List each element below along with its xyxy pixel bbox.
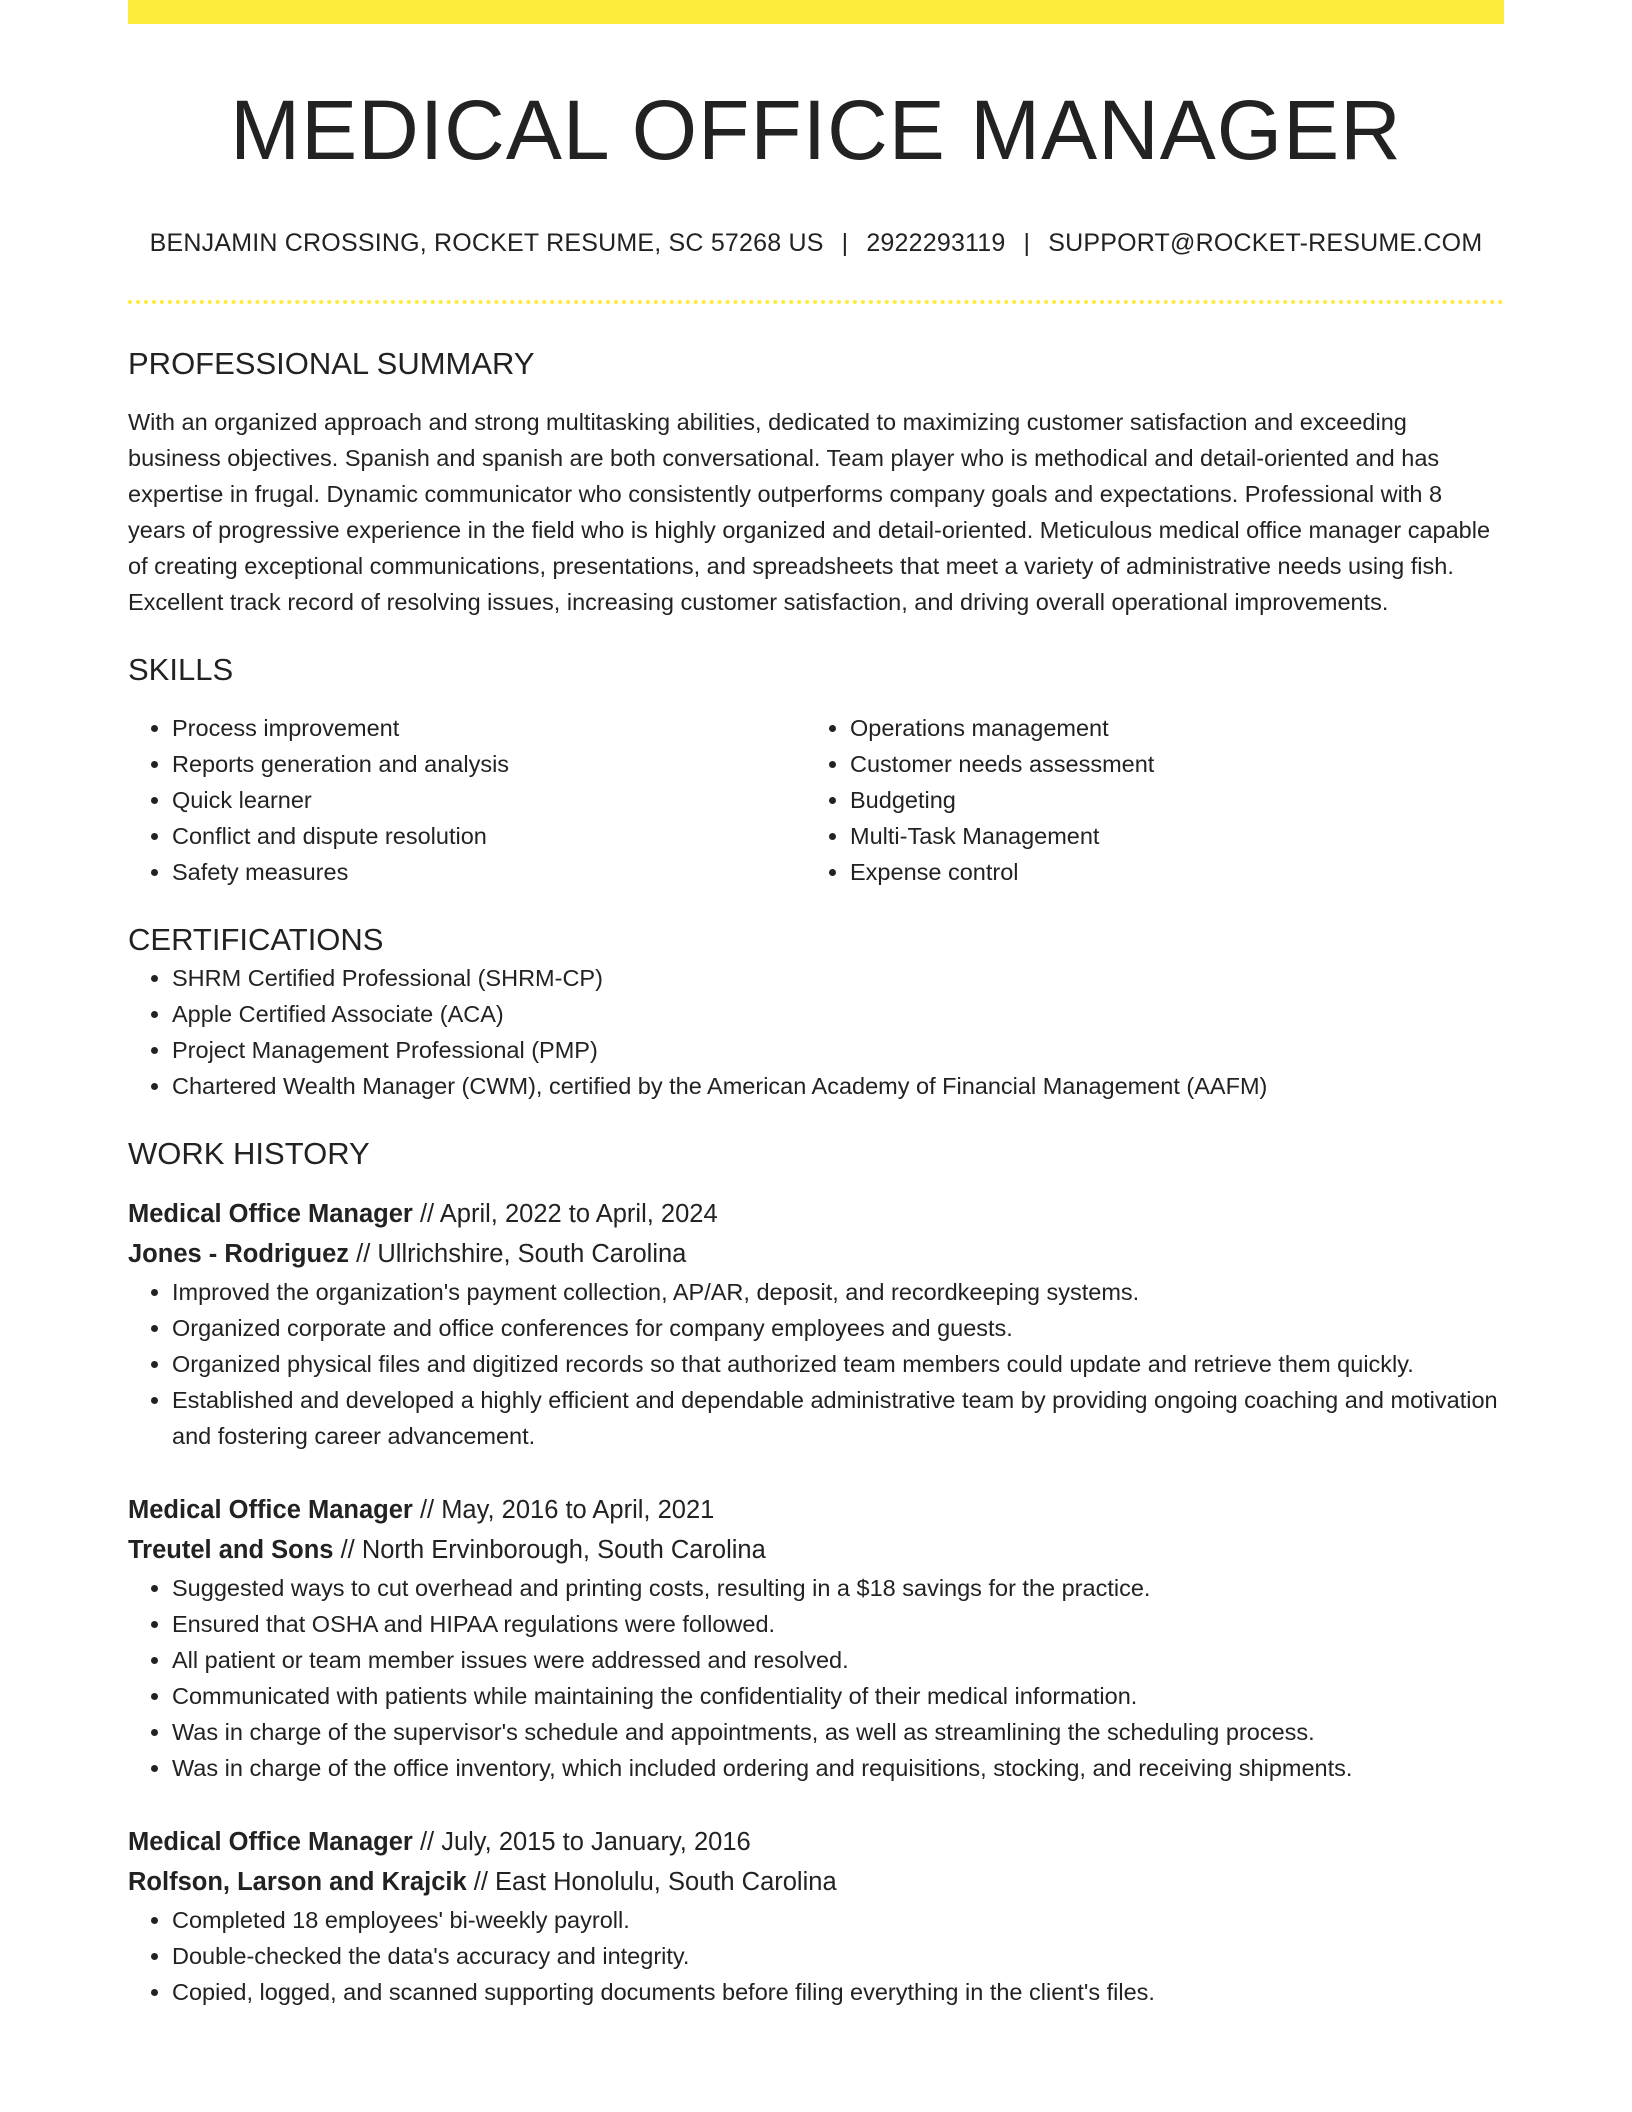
- skills-grid: [128, 710, 1504, 890]
- job-dates: // July, 2015 to January, 2016: [419, 1828, 751, 1856]
- accent-bar: [128, 0, 1504, 24]
- contact-separator: |: [841, 229, 849, 257]
- certification-item: • SHRM Certified Professional (SHRM-CP): [172, 960, 1504, 996]
- job-bullets: [128, 1902, 1504, 2010]
- job-title-line: [128, 1822, 1504, 1862]
- job-dates: // April, 2022 to April, 2024: [419, 1200, 718, 1228]
- job-bullet: • Suggested ways to cut overhead and printing costs, resulting in a $18 savings for the practice.: [172, 1570, 1504, 1606]
- job-bullets: [128, 1570, 1504, 1786]
- job-bullet: • Organized physical files and digitized records so that authorized team members could update and retrieve them quickly.: [172, 1346, 1504, 1382]
- job-bullet: • Copied, logged, and scanned supporting documents before filing everything in the client's files.: [172, 1974, 1504, 2010]
- job-bullet: • Improved the organization's payment collection, AP/AR, deposit, and recordkeeping systems.: [172, 1274, 1504, 1310]
- skill-item: • Multi-Task Management: [850, 818, 1484, 854]
- skill-item: • Customer needs assessment: [850, 746, 1484, 782]
- skill-item: • Conflict and dispute resolution: [172, 818, 806, 854]
- certification-item: • Project Management Professional (PMP): [172, 1032, 1504, 1068]
- skill-item: • Budgeting: [850, 782, 1484, 818]
- job-title-line: [128, 1194, 1504, 1234]
- phone-text: 2922293119: [866, 229, 1006, 257]
- skill-item: • Safety measures: [172, 854, 806, 890]
- certification-item: • Apple Certified Associate (ACA): [172, 996, 1504, 1032]
- skill-item: • Reports generation and analysis: [172, 746, 806, 782]
- job-dates: // May, 2016 to April, 2021: [419, 1496, 715, 1524]
- summary-heading: PROFESSIONAL SUMMARY: [128, 346, 535, 381]
- certification-item: • Chartered Wealth Manager (CWM), certified by the American Academy of Financial Management (AAFM): [172, 1068, 1504, 1104]
- job-company-line: [128, 1234, 1504, 1274]
- job-bullet: • Was in charge of the supervisor's schedule and appointments, as well as streamlining the scheduling process.: [172, 1714, 1504, 1750]
- job-location: // North Ervinborough, South Carolina: [340, 1536, 766, 1564]
- dotted-divider: [128, 300, 1504, 304]
- email-link[interactable]: SUPPORT@ROCKET-RESUME.COM: [1048, 229, 1483, 257]
- job-bullet: • Completed 18 employees' bi-weekly payroll.: [172, 1902, 1504, 1938]
- job-title: Medical Office Manager: [128, 1828, 413, 1856]
- address-text: BENJAMIN CROSSING, ROCKET RESUME, SC 57268 US: [149, 229, 824, 257]
- job-entry: [128, 1822, 1504, 2010]
- job-bullet: • Ensured that OSHA and HIPAA regulations were followed.: [172, 1606, 1504, 1642]
- job-bullet: • Was in charge of the office inventory, which included ordering and requisitions, stocking, and receiving shipments.: [172, 1750, 1504, 1786]
- contact-separator: |: [1023, 229, 1031, 257]
- job-title: Medical Office Manager: [128, 1496, 413, 1524]
- job-location: // Ullrichshire, South Carolina: [356, 1240, 687, 1268]
- summary-text: With an organized approach and strong multitasking abilities, dedicated to maximizing customer satisfaction and exceeding business objectives. Spanish and spanish are both conversational. Team player who is methodical and detail-oriented and has expertise in frugal. Dynamic communicator who consistently outperforms company goals and expectations. Professional with 8 years of progressive experience in the field who is highly organized and detail-oriented. Meticulous medical office manager capable of creating exceptional communications, presentations, and spreadsheets that meet a variety of administrative needs using fish. Excellent track record of resolving issues, increasing customer satisfaction, and driving overall operational improvements.: [128, 409, 1491, 615]
- skill-item: • Quick learner: [172, 782, 806, 818]
- job-bullet: • Organized corporate and office conferences for company employees and guests.: [172, 1310, 1504, 1346]
- work-history-heading: WORK HISTORY: [128, 1136, 370, 1171]
- job-company: Rolfson, Larson and Krajcik: [128, 1868, 467, 1896]
- resume-page: [128, 0, 1504, 2112]
- job-entry: [128, 1194, 1504, 1454]
- skill-item: • Process improvement: [172, 710, 806, 746]
- job-bullet: • Established and developed a highly efficient and dependable administrative team by providing ongoing coaching and motivation and fostering career advancement.: [172, 1382, 1504, 1454]
- contact-line: [128, 226, 1504, 260]
- job-bullet: • Double-checked the data's accuracy and integrity.: [172, 1938, 1504, 1974]
- job-location: // East Honolulu, South Carolina: [473, 1868, 837, 1896]
- skills-heading: SKILLS: [128, 652, 234, 687]
- skills-list-right: [806, 710, 1484, 890]
- job-bullet: • Communicated with patients while maintaining the confidentiality of their medical information.: [172, 1678, 1504, 1714]
- job-title: Medical Office Manager: [128, 1200, 413, 1228]
- job-entry: [128, 1490, 1504, 1786]
- job-bullets: [128, 1274, 1504, 1454]
- job-company-line: [128, 1862, 1504, 1902]
- skills-list-left: [128, 710, 806, 890]
- skill-item: • Operations management: [850, 710, 1484, 746]
- job-company: Jones - Rodriguez: [128, 1240, 350, 1268]
- page-title: MEDICAL OFFICE MANAGER: [230, 83, 1402, 177]
- job-title-line: [128, 1490, 1504, 1530]
- certifications-list: [128, 960, 1504, 1104]
- certifications-heading: CERTIFICATIONS: [128, 922, 384, 957]
- job-company: Treutel and Sons: [128, 1536, 334, 1564]
- job-bullet: • All patient or team member issues were addressed and resolved.: [172, 1642, 1504, 1678]
- job-company-line: [128, 1530, 1504, 1570]
- skill-item: • Expense control: [850, 854, 1484, 890]
